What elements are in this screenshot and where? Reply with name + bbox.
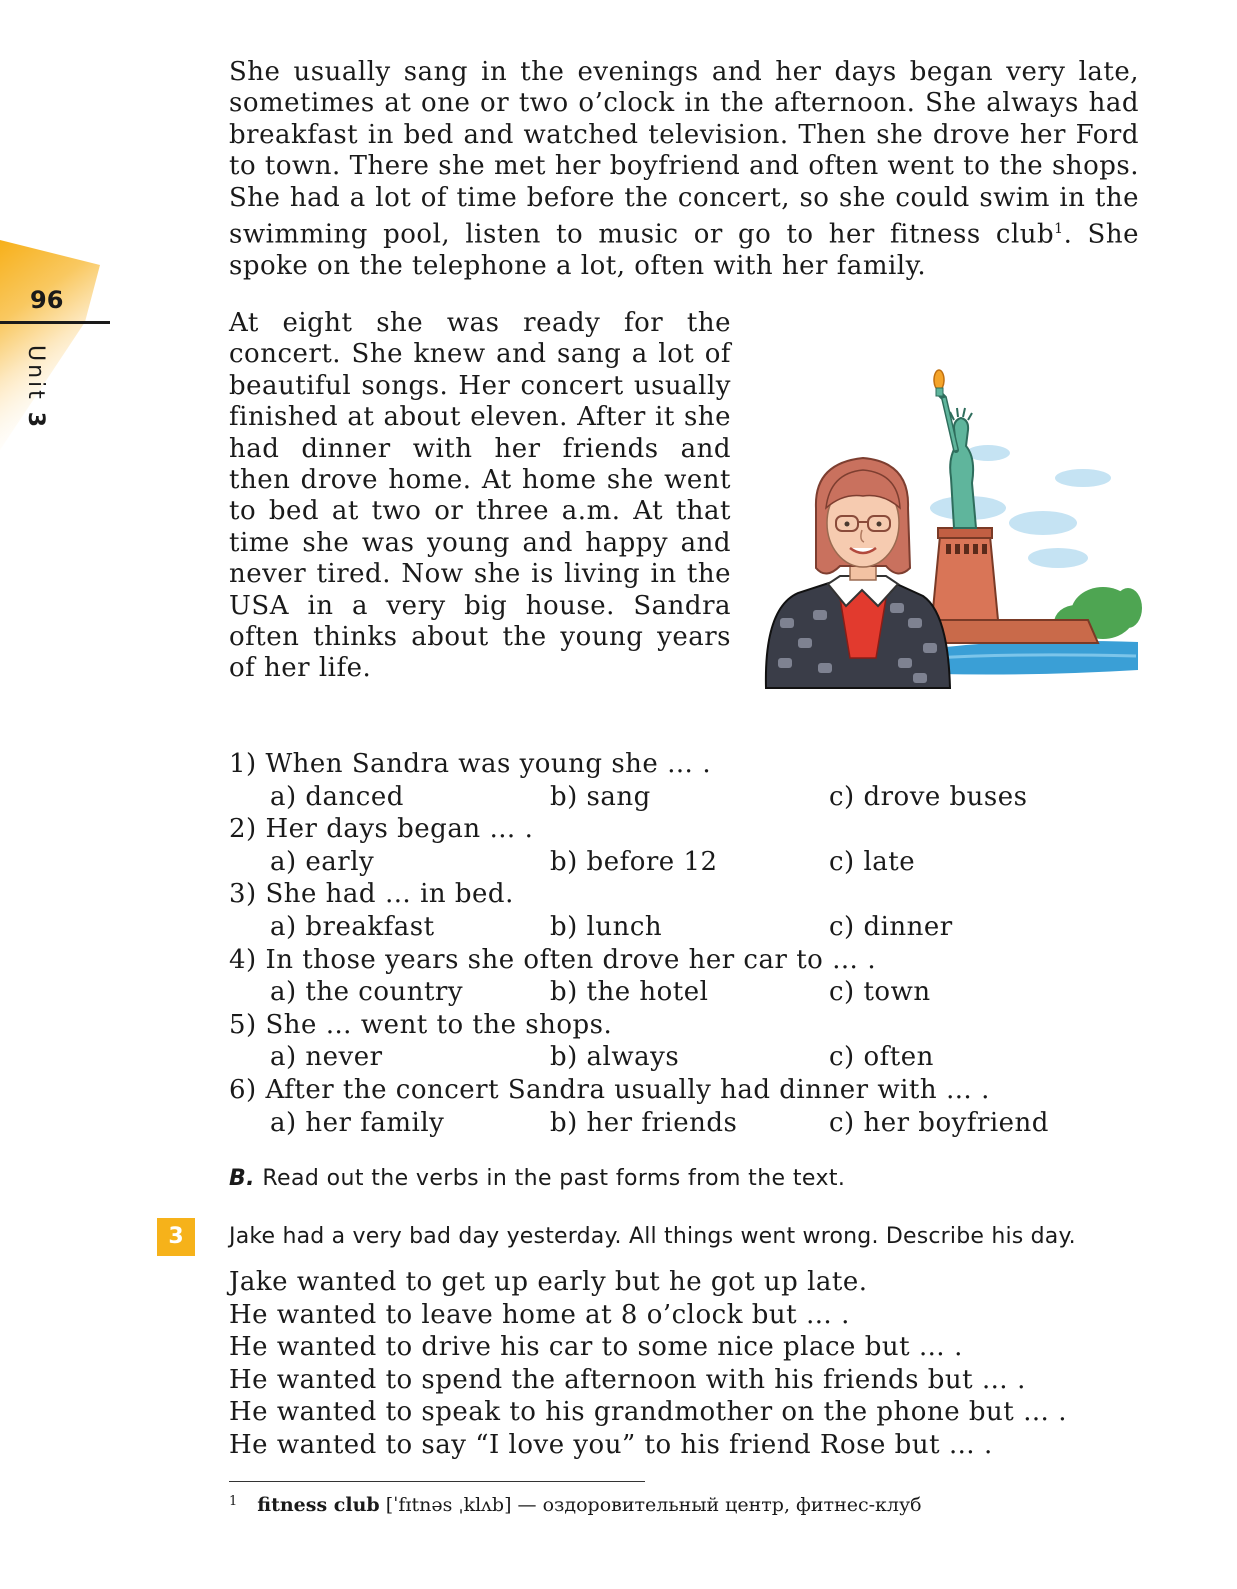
option-a: a) danced: [270, 781, 404, 812]
exercise-number-badge: 3: [157, 1218, 195, 1256]
task-b-label: B.: [229, 1166, 255, 1191]
footnote: [229, 1494, 1129, 1516]
sentence-3: He wanted to drive his car to some nice place but … .: [229, 1332, 963, 1363]
option-c: c) her boyfriend: [829, 1107, 1049, 1138]
option-c: c) drove buses: [829, 781, 1028, 812]
sentence-2: He wanted to leave home at 8 o’clock but … .: [229, 1299, 850, 1330]
footnote-reference: 1: [1054, 221, 1064, 238]
page-number: 96: [30, 286, 64, 314]
option-c: c) often: [829, 1042, 934, 1073]
sentence-6: He wanted to say “I love you” to his friend Rose but … .: [229, 1429, 993, 1460]
tab-divider: [0, 321, 110, 324]
reading-paragraph-1: [229, 57, 1139, 283]
option-b: b) lunch: [550, 911, 663, 942]
option-b: b) before 12: [550, 846, 718, 877]
option-b: b) sang: [550, 781, 651, 812]
unit-word: Unit: [23, 345, 48, 402]
paragraph-1-end: . She spoke on the telephone a lot, often with her family.: [229, 219, 1139, 282]
footnote-term: fitness club: [257, 1494, 380, 1516]
option-a: a) the country: [270, 977, 464, 1008]
exercise-3-instruction: Jake had a very bad day yesterday. All things went wrong. Describe his day.: [229, 1224, 1076, 1249]
sentence-4: He wanted to spend the afternoon with his friends but … .: [229, 1364, 1026, 1395]
question-4-options: [229, 976, 1149, 1009]
question-2-prompt: 2) Her days began … .: [229, 814, 534, 845]
reading-paragraph-2: At eight she was ready for the concert. She knew and sang a lot of beautiful songs. Her concert usually finished at about eleven. After it she had dinner with her friends and then drove home. At home she went to bed at two or three a.m. At that time she was young and happy and never tired. Now she is living in the USA in a very big house. Sandra often thinks about the young years of her life.: [229, 308, 731, 684]
footnote-divider: [229, 1481, 645, 1482]
option-a: a) breakfast: [270, 911, 435, 942]
option-a: a) early: [270, 846, 375, 877]
fort-base: [923, 620, 1098, 643]
question-6-options: [229, 1107, 1149, 1140]
task-b-instruction: [229, 1166, 1139, 1191]
footnote-mark: 1: [229, 1494, 238, 1509]
question-4-prompt: 4) In those years she often drove her car to … .: [229, 944, 877, 975]
question-3-options: [229, 911, 1149, 944]
footnote-transcription: [ˈfɪtnəs ˌklʌb]: [385, 1494, 512, 1516]
option-b: b) her friends: [550, 1107, 738, 1138]
sentence-1: Jake wanted to get up early but he got up late.: [229, 1267, 868, 1297]
task-b-text: Read out the verbs in the past forms from the text.: [262, 1166, 846, 1191]
footnote-translation: — оздоровительный центр, фитнес-клуб: [517, 1494, 922, 1516]
option-b: b) always: [550, 1042, 680, 1073]
exercise-3-sentences: [229, 1266, 1149, 1462]
unit-number: 3: [23, 411, 48, 431]
option-a: a) her family: [270, 1107, 445, 1138]
question-3-prompt: 3) She had … in bed.: [229, 879, 514, 910]
sentence-5: He wanted to speak to his grandmother on the phone but … .: [229, 1397, 1067, 1428]
unit-tab-background: [0, 240, 110, 450]
option-a: a) never: [270, 1042, 383, 1073]
option-c: c) dinner: [829, 911, 953, 942]
torch-flame: [934, 370, 944, 390]
question-6-prompt: 6) After the concert Sandra usually had dinner with … .: [229, 1074, 990, 1105]
question-2-options: [229, 846, 1149, 879]
question-1-prompt: 1) When Sandra was young she … .: [229, 749, 712, 779]
option-b: b) the hotel: [550, 977, 709, 1008]
option-c: c) late: [829, 846, 916, 877]
paragraph-1-text: She usually sang in the evenings and her days began very late, sometimes at one or two o’clock in the afternoon. She always had breakfast in bed and watched television. Then she drove her Ford to town. There she met her boyfriend and often went to the shops. She had a lot of time before the concert, so she could swim in the swimming pool, listen to music or go to her fitness club: [229, 57, 1139, 250]
option-c: c) town: [829, 977, 931, 1008]
question-1-options: [229, 781, 1149, 814]
unit-label: [22, 345, 48, 455]
question-5-options: [229, 1041, 1149, 1074]
question-5-prompt: 5) She … went to the shops.: [229, 1009, 613, 1040]
comprehension-questions: [229, 748, 1149, 1139]
sandra-statue-of-liberty-illustration: [758, 358, 1142, 694]
